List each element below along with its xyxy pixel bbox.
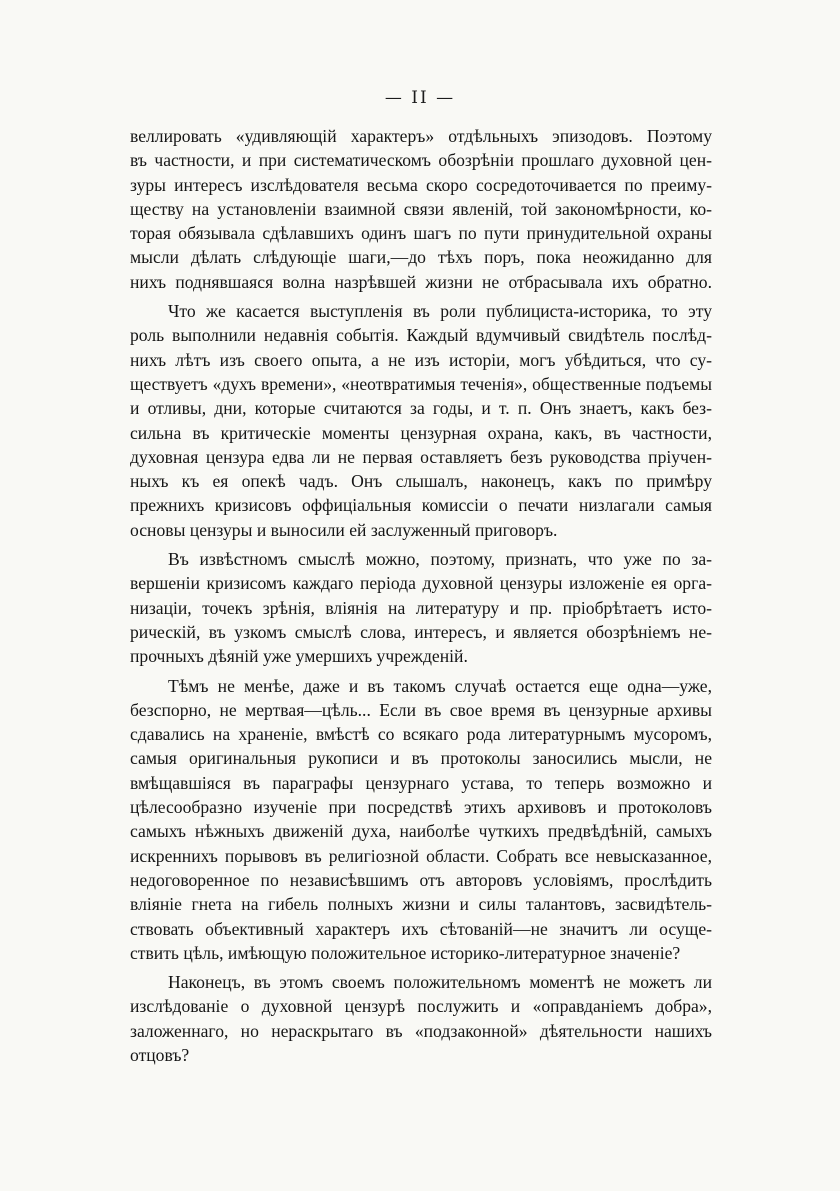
text-line: роль выполнили недавнія событія. Каждый вдумчивый свидѣтель послѣд-	[130, 325, 712, 346]
paragraph	[130, 547, 712, 668]
text-line: вліяніе гнета на гибель полныхъ жизни и силы талантовъ, засвидѣтель-	[130, 894, 712, 915]
text-line: ществу на установленіи взаимной связи явленій, той закономѣрности, ко-	[130, 198, 712, 219]
text-line: торая обязывала сдѣлавшихъ одинъ шагъ по пути принудительной охраны	[130, 223, 712, 244]
text-line: искреннихъ порывовъ въ религіозной области. Собрать все невысказанное,	[130, 845, 712, 866]
paragraph	[130, 124, 712, 294]
text-line: сильна въ критическіе моменты цензурная охрана, какъ, въ частности,	[130, 422, 712, 443]
text-line: вмѣщавшіяся въ параграфы цензурнаго устава, то теперь возможно и	[130, 772, 712, 793]
text-line: прежнихъ кризисовъ оффиціальныя комиссіи о печати низлагали самыя	[130, 495, 712, 516]
text-line: ныхъ къ ея опекѣ чадъ. Онъ слышалъ, наконецъ, какъ по примѣру	[130, 471, 712, 492]
text-line: Что же касается выступленія въ роли публициста-историка, то эту	[168, 301, 712, 322]
text-line: цѣлесообразно изученіе при посредствѣ этихъ архивовъ и протоколовъ	[130, 797, 712, 818]
text-line: ствовать объективный характеръ ихъ сѣтованій—не значитъ ли осуще-	[130, 918, 712, 939]
text-line: нихъ лѣтъ изъ своего опыта, а не изъ исторіи, могъ убѣдиться, что су-	[130, 349, 712, 370]
text-line: низаціи, точекъ зрѣнія, вліянія на литературу и пр. пріобрѣтаетъ исто-	[130, 597, 712, 618]
text-line: изслѣдованіе о духовной цензурѣ послужить и «оправданіемъ добра»,	[130, 996, 712, 1017]
text-line: вершеніи кризисомъ каждаго періода духовной цензуры изложеніе ея орга-	[130, 573, 712, 594]
page-body	[130, 124, 712, 1067]
text-line: заложеннаго, но нераскрытаго въ «подзаконной» дѣятельности нашихъ	[130, 1020, 712, 1041]
text-line: самыхъ нѣжныхъ движеній духа, наиболѣе чуткихъ предвѣдѣній, самыхъ	[130, 821, 712, 842]
text-line: сдавались на храненіе, вмѣстѣ со всякаго рода литературнымъ мусоромъ,	[130, 724, 712, 745]
text-line: мысли дѣлать слѣдующіе шаги,—до тѣхъ поръ, пока неожиданно для	[130, 247, 712, 268]
text-line: и отливы, дни, которые считаются за годы, и т. п. Онъ знаетъ, какъ без-	[130, 398, 712, 419]
text-line: нихъ поднявшаяся волна назрѣвшей жизни не отбрасывала ихъ обратно.	[130, 271, 712, 292]
text-line: отцовъ?	[130, 1044, 190, 1065]
text-line: въ частности, и при систематическомъ обозрѣніи прошлаго духовной цен-	[130, 150, 712, 171]
text-line: Тѣмъ не менѣе, даже и въ такомъ случаѣ остается еще одна—уже,	[168, 675, 712, 696]
text-line: безспорно, не мертвая—цѣль... Если въ свое время въ цензурные архивы	[130, 699, 712, 720]
text-line: недоговоренное по независѣвшимъ отъ авторовъ условіямъ, прослѣдить	[130, 869, 712, 890]
text-line: духовная цензура едва ли не первая оставляетъ безъ руководства пріучен-	[130, 446, 712, 467]
paragraph	[130, 970, 712, 1067]
text-line: зуры интересъ изслѣдователя весьма скоро сосредоточивается по преиму-	[130, 174, 712, 195]
text-line: ствить цѣль, имѣющую положительное историко-литературное значеніе?	[130, 942, 681, 963]
paragraph	[130, 674, 712, 966]
text-line: самыя оригинальныя рукописи и въ протоколы заносились мысли, не	[130, 748, 712, 769]
text-line: прочныхъ дѣяній уже умершихъ учрежденій.	[130, 646, 468, 667]
paragraph	[130, 299, 712, 542]
text-line: Въ извѣстномъ смыслѣ можно, поэтому, признать, что уже по за-	[168, 549, 712, 570]
text-line: рическій, въ узкомъ смыслѣ слова, интересъ, и является обозрѣніемъ не-	[130, 621, 712, 642]
text-line: Наконецъ, въ этомъ своемъ положительномъ моментѣ не можетъ ли	[168, 972, 712, 993]
text-line: основы цензуры и выносили ей заслуженный приговоръ.	[130, 519, 558, 540]
page-number: — II —	[384, 88, 456, 108]
text-line: ществуетъ «духъ времени», «неотвратимыя теченія», общественные подъемы	[130, 373, 712, 394]
text-line: веллировать «удивляющій характеръ» отдѣльныхъ эпизодовъ. Поэтому	[130, 126, 712, 146]
